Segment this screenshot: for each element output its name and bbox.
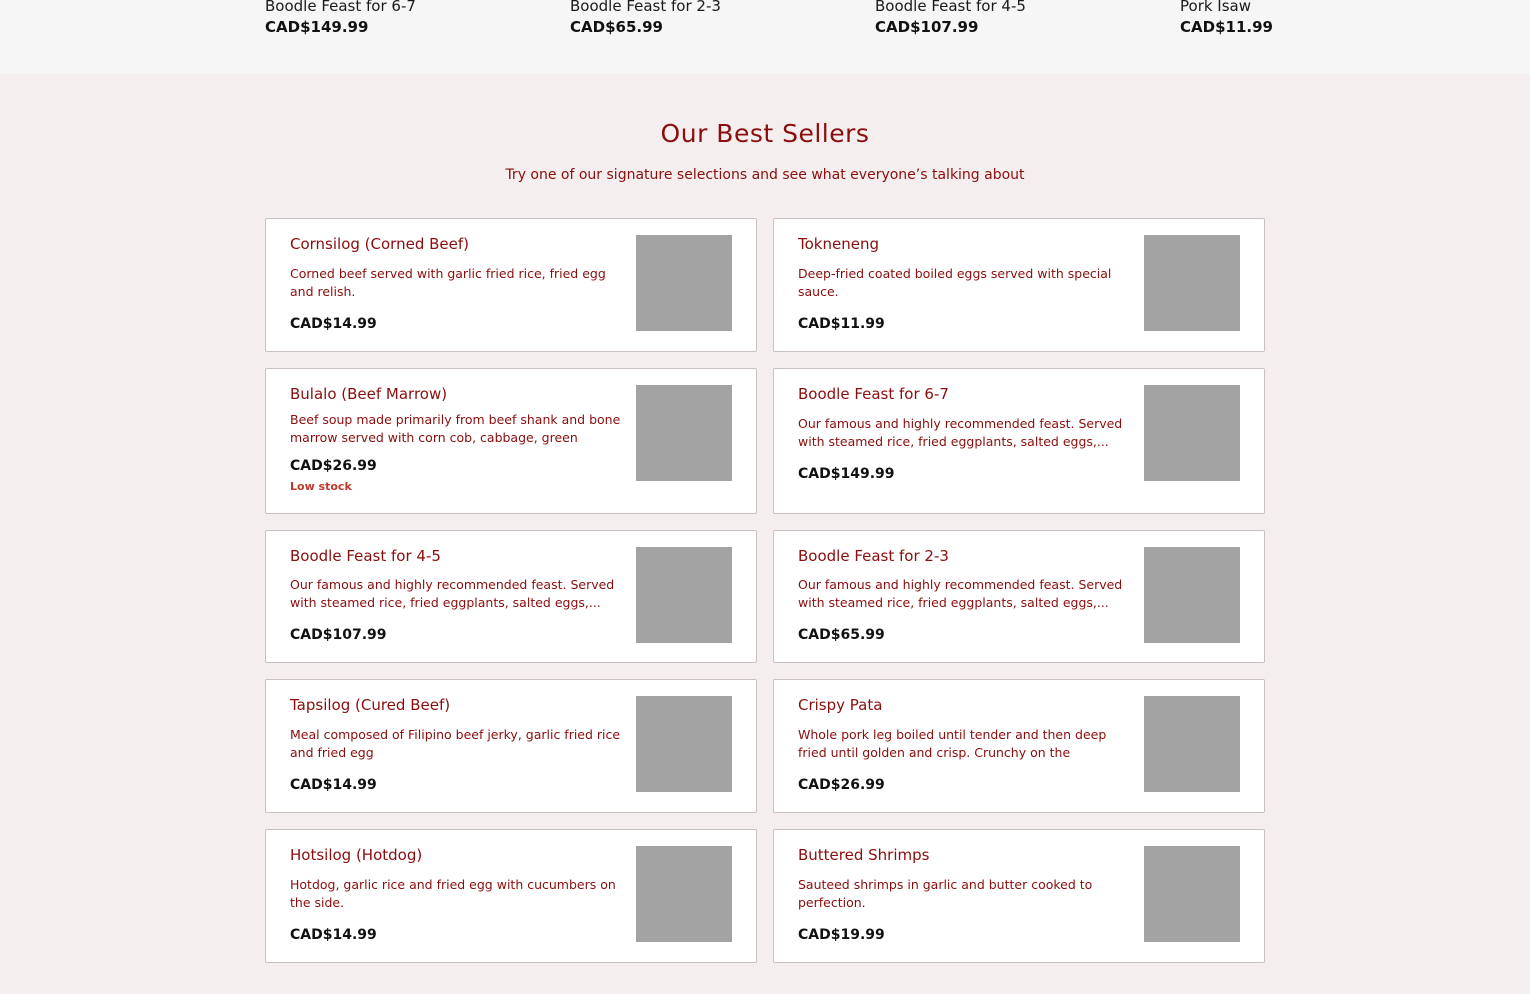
menu-item-title: Tapsilog (Cured Beef) [290,696,451,714]
menu-item-image [1144,547,1240,643]
carousel-item-price: CAD$65.99 [570,18,663,36]
menu-item-price: CAD$11.99 [798,316,885,332]
carousel-item-price: CAD$149.99 [265,18,369,36]
carousel-item-price: CAD$107.99 [875,18,979,36]
menu-item-title: Boodle Feast for 6-7 [798,385,949,403]
carousel-item-name: Boodle Feast for 4-5 [875,0,1026,15]
carousel-item[interactable] [265,0,416,36]
menu-item-image [636,385,732,481]
low-stock-badge: Low stock [290,480,352,493]
menu-item-image [1144,696,1240,792]
menu-item-card[interactable] [265,368,757,514]
menu-item-image [636,846,732,942]
menu-item-card[interactable] [773,218,1265,352]
carousel-item-price: CAD$11.99 [1180,18,1273,36]
menu-item-title: Buttered Shrimps [798,846,930,864]
section-title: Our Best Sellers [660,119,870,148]
menu-item-card[interactable] [773,829,1265,963]
menu-item-image [636,235,732,331]
menu-item-price: CAD$65.99 [798,627,885,643]
menu-item-title: Boodle Feast for 2-3 [798,547,949,565]
carousel-item-name: Pork Isaw [1180,0,1252,15]
menu-item-price: CAD$26.99 [290,458,377,474]
menu-item-title: Hotsilog (Hotdog) [290,846,423,864]
carousel-item[interactable] [570,0,721,36]
menu-item-price: CAD$107.99 [290,627,387,643]
menu-item-description: Deep-fried coated boiled eggs served with special sauce. [798,266,1112,299]
menu-item-description: Hotdog, garlic rice and fried egg with cucumbers on the side. [290,877,616,910]
carousel-item[interactable] [875,0,1026,36]
section-subtitle: Try one of our signature selections and see what everyone’s talking about [505,167,1025,183]
menu-item-card[interactable] [265,218,757,352]
menu-item-price: CAD$19.99 [798,927,885,943]
carousel-item[interactable] [1180,0,1273,36]
menu-item-card[interactable] [265,679,757,813]
menu-item-price: CAD$14.99 [290,927,377,943]
menu-item-card[interactable] [773,679,1265,813]
menu-item-price: CAD$149.99 [798,466,895,482]
menu-item-title: Tokneneng [798,235,879,253]
menu-item-image [1144,385,1240,481]
menu-item-description: Our famous and highly recommended feast. Served with steamed rice, fried eggplants, salted eggs,... [798,577,1123,610]
menu-item-image [1144,846,1240,942]
menu-item-description: Whole pork leg boiled until tender and then deep fried until golden and crisp. Crunchy on the [798,727,1107,760]
best-sellers-section [0,74,1530,994]
menu-item-image [636,696,732,792]
menu-item-description: Corned beef served with garlic fried rice, fried egg and relish. [290,266,606,299]
menu-item-card[interactable] [265,530,757,663]
menu-item-title: Bulalo (Beef Marrow) [290,385,448,403]
menu-item-card[interactable] [773,530,1265,663]
menu-item-description: Meal composed of Filipino beef jerky, garlic fried rice and fried egg [290,727,621,760]
menu-item-title: Boodle Feast for 4-5 [290,547,441,565]
menu-item-description: Sauteed shrimps in garlic and butter cooked to perfection. [798,877,1093,910]
menu-item-price: CAD$14.99 [290,777,377,793]
menu-item-card[interactable] [265,829,757,963]
menu-item-image [1144,235,1240,331]
menu-item-card[interactable] [773,368,1265,514]
menu-item-price: CAD$26.99 [798,777,885,793]
menu-item-description: Our famous and highly recommended feast. Served with steamed rice, fried eggplants, salted eggs,... [798,416,1123,449]
carousel-item-name: Boodle Feast for 2-3 [570,0,721,15]
menu-item-price: CAD$14.99 [290,316,377,332]
menu-item-description: Our famous and highly recommended feast. Served with steamed rice, fried eggplants, salted eggs,... [290,577,615,610]
top-carousel [0,0,1530,74]
menu-item-title: Cornsilog (Corned Beef) [290,235,469,253]
carousel-item-name: Boodle Feast for 6-7 [265,0,416,15]
menu-item-description: Beef soup made primarily from beef shank and bone marrow served with corn cob, cabbage, green [290,412,621,445]
menu-item-title: Crispy Pata [798,696,883,714]
menu-item-image [636,547,732,643]
